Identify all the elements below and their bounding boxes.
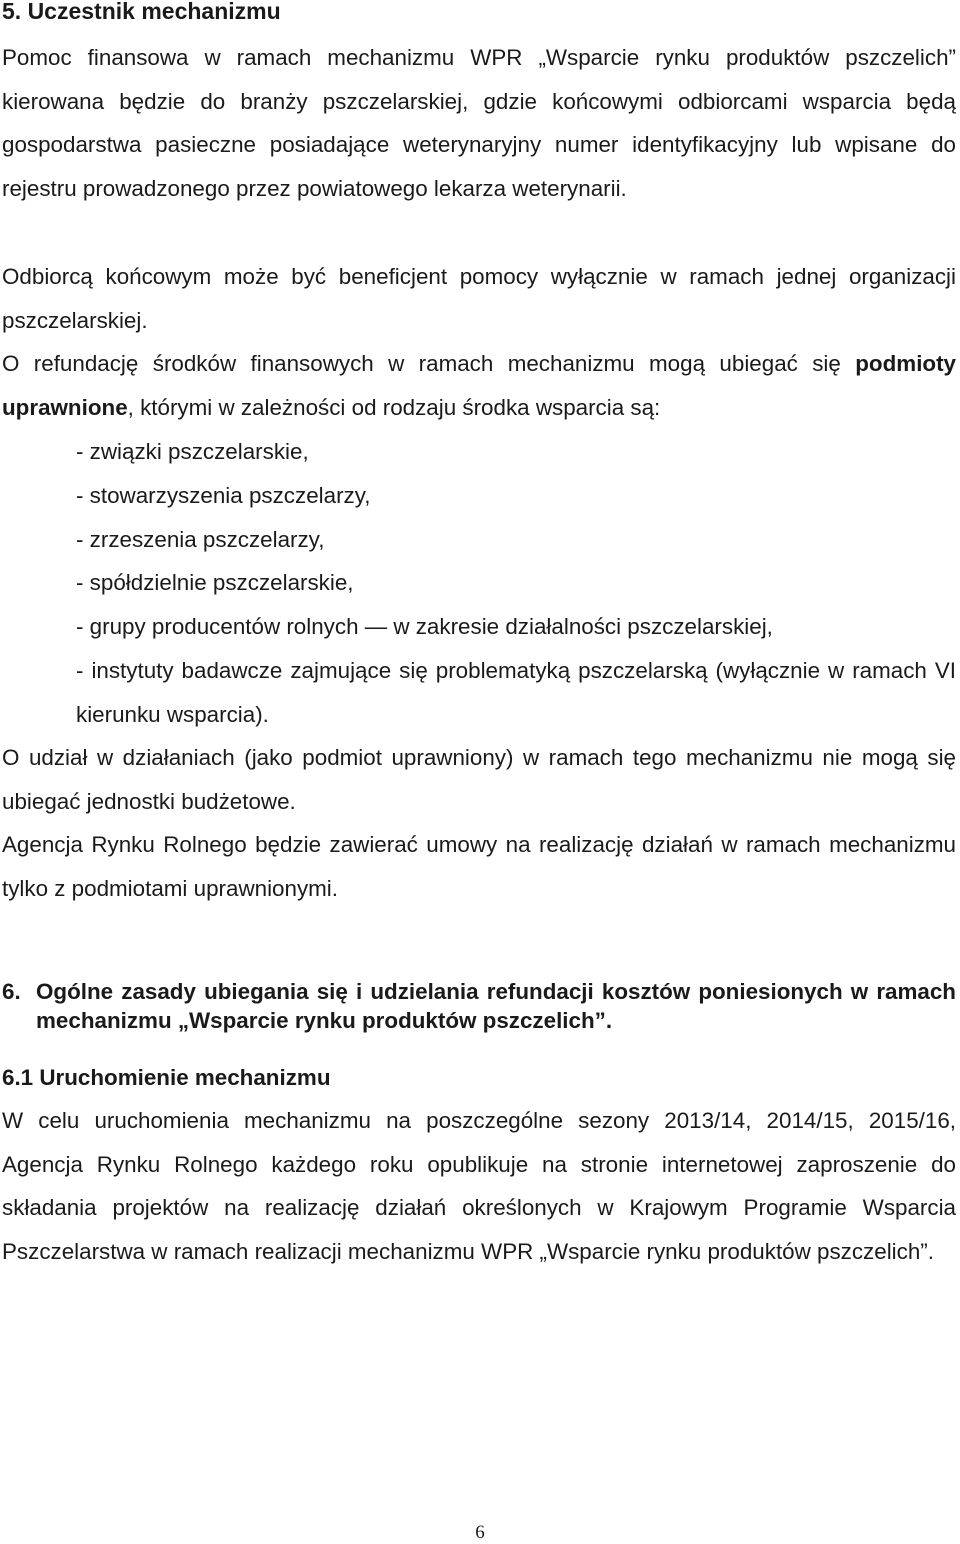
section-5-paragraph-5: Agencja Rynku Rolnego będzie zawierać umowy na realizację działań w ramach mechanizmu tylko z podmiotami uprawnionymi. [2,832,956,901]
section-5-heading: 5. Uczestnik mechanizmu [2,0,281,24]
page-number: 6 [475,1522,485,1543]
section-6-title: Ogólne zasady ubiegania się i udzielania refundacji kosztów poniesionych w ramach mechanizmu „Wsparcie rynku produktów pszczelich”. [36,979,956,1033]
list-item: - spółdzielnie pszczelarskie, [76,570,354,595]
section-5-paragraph-2: Odbiorcą końcowym może być beneficjent pomocy wyłącznie w ramach jednej organizacji pszczelarskiej. [2,264,956,333]
section-5-paragraph-4: O udział w działaniach (jako podmiot uprawniony) w ramach tego mechanizmu nie mogą się ubiegać jednostki budżetowe. [2,745,956,814]
section-6-1-heading: 6.1 Uruchomienie mechanizmu [2,1065,331,1090]
section-6-1-paragraph: W celu uruchomienia mechanizmu na poszczególne sezony 2013/14, 2014/15, 2015/16, Agencja Rynku Rolnego każdego roku opublikuje na stronie internetowej zaproszenie do składania projektów na realizację działań określonych w Krajowym Programie Wsparcia Pszczelarstwa w ramach realizacji mechanizmu WPR „Wsparcie rynku produktów pszczelich”. [2,1108,956,1265]
section-6-number: 6. [2,979,21,1004]
section-5-paragraph-3 [2,342,956,429]
section-5-paragraph-1: Pomoc finansowa w ramach mechanizmu WPR „Wsparcie rynku produktów pszczelich” kierowana będzie do branży pszczelarskiej, gdzie końcowymi odbiorcami wsparcia będą gospodarstwa pasieczne posiadające weterynaryjny numer identyfikacyjny lub wpisane do rejestru prowadzonego przez powiatowego lekarza weterynarii. [2,45,956,202]
paragraph-3-tail: , którymi w zależności od rodzaju środka wsparcia są: [127,394,661,420]
paragraph-3-lead: O refundację środków finansowych w ramach mechanizmu mogą ubiegać się [2,351,856,376]
eligible-entities-term: podmioty uprawnione [2,351,956,420]
list-item: - zrzeszenia pszczelarzy, [76,527,325,552]
list-item: - związki pszczelarskie, [76,439,309,464]
list-item: - instytuty badawcze zajmujące się problematyką pszczelarską (wyłącznie w ramach VI kierunku wsparcia). [76,658,956,727]
list-item: - stowarzyszenia pszczelarzy, [76,483,371,508]
list-item: - grupy producentów rolnych — w zakresie działalności pszczelarskiej, [76,614,773,639]
